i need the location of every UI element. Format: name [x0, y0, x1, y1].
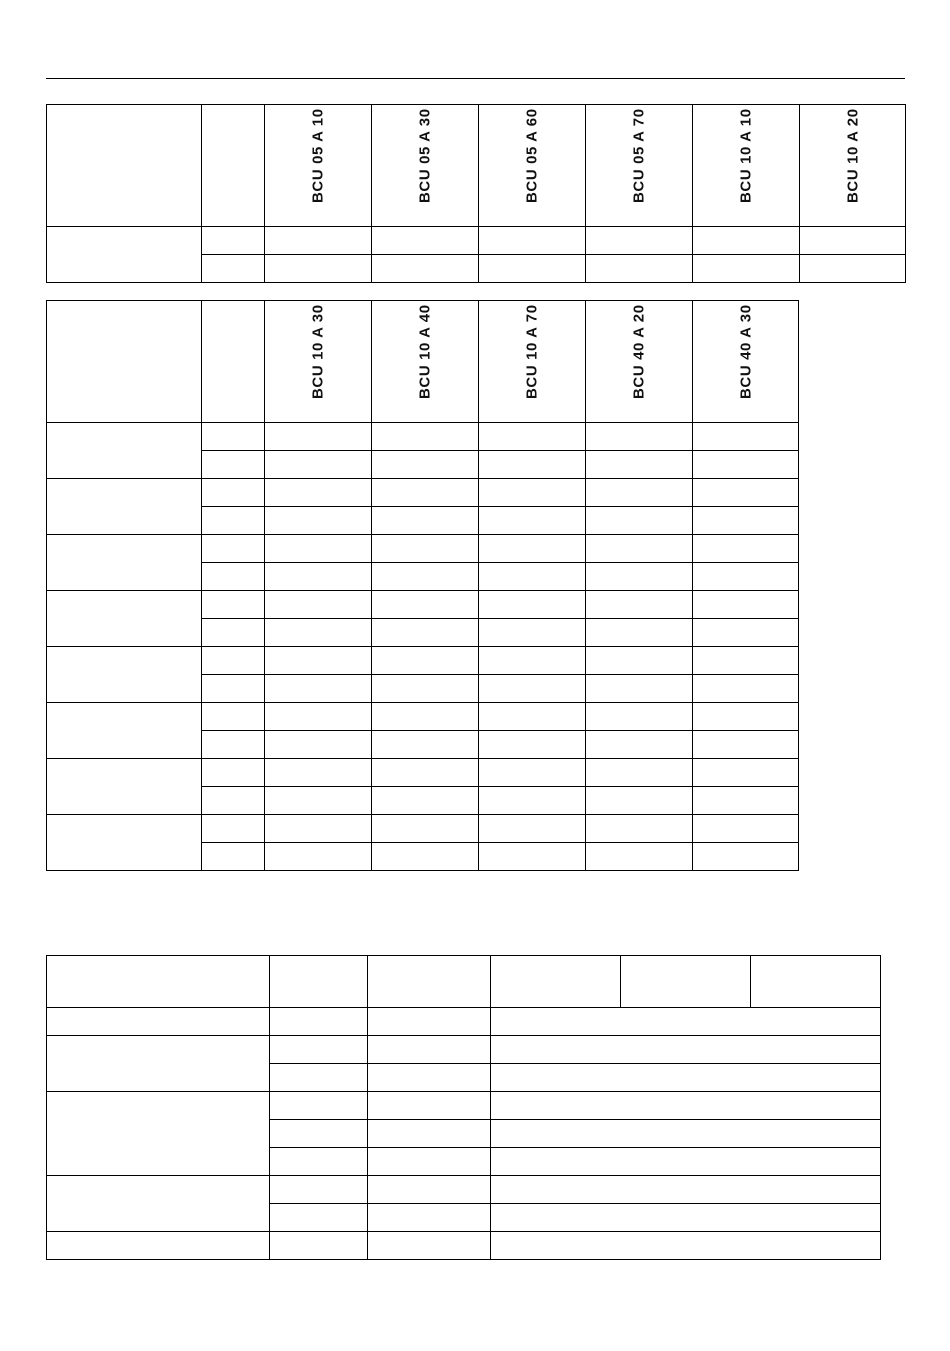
table-cell: [265, 563, 372, 591]
table-cell: [372, 703, 479, 731]
table-cell: [265, 647, 372, 675]
table-cell: [800, 255, 906, 283]
table-row: [47, 1092, 881, 1120]
table-cell: [202, 647, 265, 675]
table-cell: [372, 647, 479, 675]
table-cell: [693, 843, 799, 871]
table-cell: [491, 1064, 881, 1092]
column-header-label: BCU 40 A 20: [630, 304, 648, 399]
table-cell: [693, 255, 800, 283]
table-cell: [372, 619, 479, 647]
table-cell: [693, 479, 799, 507]
table-row: [47, 1232, 881, 1260]
table-row: [47, 1176, 881, 1204]
table-cell: [479, 451, 586, 479]
table-cell: [479, 479, 586, 507]
row-group-label-cell: [47, 1092, 270, 1176]
table-cell: [479, 759, 586, 787]
table-cell: [693, 535, 799, 563]
column-header: [800, 105, 906, 227]
row-group-label-cell: [47, 1176, 270, 1232]
column-header: [265, 105, 372, 227]
column-header: [586, 105, 693, 227]
table-cell: [202, 227, 265, 255]
table-row: [47, 647, 799, 675]
table-cell: [270, 1064, 368, 1092]
table-cell: [270, 1036, 368, 1064]
table-cell: [479, 843, 586, 871]
row-group-label-cell: [47, 227, 202, 283]
column-header: [479, 105, 586, 227]
table-cell: [479, 591, 586, 619]
row-group-label-cell: [47, 703, 202, 759]
table-cell: [693, 423, 799, 451]
header-rule: [46, 78, 905, 79]
table-cell: [372, 815, 479, 843]
blank-header-cell: [47, 301, 202, 423]
table-cell: [372, 843, 479, 871]
table-header-cell: [491, 956, 621, 1008]
table-header-cell: [751, 956, 881, 1008]
blank-header-cell: [47, 105, 202, 227]
blank-header-cell: [202, 105, 265, 227]
table-cell: [265, 619, 372, 647]
table-header-cell: [621, 956, 751, 1008]
table-cell: [372, 255, 479, 283]
table-cell: [265, 787, 372, 815]
table-cell: [479, 255, 586, 283]
table-row: [47, 227, 906, 255]
table-cell: [479, 535, 586, 563]
table-cell: [372, 227, 479, 255]
table-cell: [202, 255, 265, 283]
table-cell: [693, 563, 799, 591]
table-header-row: [47, 956, 881, 1008]
column-header: [265, 301, 372, 423]
table-cell: [372, 535, 479, 563]
table-cell: [270, 1148, 368, 1176]
table-cell: [693, 787, 799, 815]
table-cell: [491, 1120, 881, 1148]
column-header: [372, 105, 479, 227]
table-row: [47, 759, 799, 787]
table-cell: [372, 787, 479, 815]
table-cell: [202, 703, 265, 731]
table-cell: [265, 255, 372, 283]
table-cell: [265, 759, 372, 787]
table-body: [47, 423, 799, 871]
table-cell: [368, 1232, 491, 1260]
table-cell: [372, 759, 479, 787]
table-cell: [372, 507, 479, 535]
table-cell: [270, 1092, 368, 1120]
table-cell: [693, 703, 799, 731]
table-cell: [270, 1008, 368, 1036]
table-cell: [586, 479, 693, 507]
table-cell: [202, 535, 265, 563]
table-cell: [693, 815, 799, 843]
table-header-row: [47, 105, 906, 227]
table-cell: [479, 619, 586, 647]
column-header: [693, 301, 799, 423]
table-cell: [368, 1148, 491, 1176]
table-cell: [368, 1176, 491, 1204]
table-cell: [693, 451, 799, 479]
table-cell: [270, 1204, 368, 1232]
table-cell: [479, 423, 586, 451]
column-header: [586, 301, 693, 423]
table-cell: [265, 451, 372, 479]
column-header-label: BCU 40 A 30: [737, 304, 754, 399]
model-table-2: [46, 300, 799, 871]
table-cell: [372, 731, 479, 759]
table-cell: [491, 1204, 881, 1232]
table-row: [47, 703, 799, 731]
table-cell: [368, 1092, 491, 1120]
table-cell: [265, 843, 372, 871]
table-cell: [479, 675, 586, 703]
table-row: [47, 591, 799, 619]
column-header-label: BCU 10 A 10: [737, 108, 755, 203]
table-cell: [491, 1092, 881, 1120]
table-cell: [47, 1232, 270, 1260]
table-cell: [372, 591, 479, 619]
row-group-label-cell: [47, 647, 202, 703]
table-cell: [693, 759, 799, 787]
table-cell: [491, 1176, 881, 1204]
column-header: [479, 301, 586, 423]
table-cell: [586, 759, 693, 787]
table-cell: [693, 591, 799, 619]
column-header-label: BCU 05 A 10: [309, 108, 327, 203]
table-cell: [586, 423, 693, 451]
table-cell: [270, 1232, 368, 1260]
table-cell: [202, 759, 265, 787]
column-header-label: BCU 10 A 70: [523, 304, 541, 399]
table-cell: [586, 787, 693, 815]
table-cell: [202, 843, 265, 871]
table-row: [47, 423, 799, 451]
row-group-label-cell: [47, 535, 202, 591]
table-cell: [491, 1232, 881, 1260]
table-cell: [586, 675, 693, 703]
table-cell: [265, 815, 372, 843]
table-cell: [693, 675, 799, 703]
row-group-label-cell: [47, 479, 202, 535]
table-cell: [479, 815, 586, 843]
table-cell: [586, 647, 693, 675]
row-group-label-cell: [47, 815, 202, 871]
table-cell: [800, 227, 906, 255]
table-cell: [202, 787, 265, 815]
table-cell: [586, 619, 693, 647]
table-row: [47, 1036, 881, 1064]
table-cell: [270, 1120, 368, 1148]
table-cell: [372, 675, 479, 703]
table-row: [47, 479, 799, 507]
column-header-label: BCU 05 A 60: [523, 108, 541, 203]
table-cell: [586, 255, 693, 283]
table-cell: [368, 1036, 491, 1064]
table-cell: [491, 1008, 881, 1036]
table-cell: [270, 1176, 368, 1204]
column-header-label: BCU 10 A 20: [844, 108, 861, 203]
table-cell: [47, 1008, 270, 1036]
table-cell: [202, 563, 265, 591]
table-cell: [368, 1008, 491, 1036]
table-cell: [693, 731, 799, 759]
column-header-label: BCU 10 A 40: [416, 304, 434, 399]
table-row: [47, 815, 799, 843]
row-group-label-cell: [47, 759, 202, 815]
table-cell: [368, 1064, 491, 1092]
table-header-cell: [368, 956, 491, 1008]
table-cell: [586, 451, 693, 479]
table-cell: [265, 423, 372, 451]
table-cell: [265, 703, 372, 731]
table-cell: [372, 563, 479, 591]
table-row: [47, 1008, 881, 1036]
table-cell: [491, 1036, 881, 1064]
table-cell: [372, 451, 479, 479]
table-cell: [265, 535, 372, 563]
table-cell: [202, 619, 265, 647]
table-cell: [265, 731, 372, 759]
row-group-label-cell: [47, 591, 202, 647]
table-cell: [202, 591, 265, 619]
table-cell: [202, 731, 265, 759]
table-cell: [479, 703, 586, 731]
table-cell: [693, 619, 799, 647]
table-cell: [586, 227, 693, 255]
table-cell: [372, 423, 479, 451]
table-cell: [265, 591, 372, 619]
table-cell: [586, 563, 693, 591]
table-cell: [586, 535, 693, 563]
table-row: [47, 535, 799, 563]
column-header-label: BCU 05 A 70: [630, 108, 648, 203]
spec-table: [46, 955, 881, 1260]
table-cell: [586, 507, 693, 535]
table-cell: [693, 647, 799, 675]
table-cell: [202, 451, 265, 479]
table-cell: [479, 647, 586, 675]
table-cell: [202, 507, 265, 535]
table-cell: [693, 227, 800, 255]
table-cell: [586, 591, 693, 619]
table-cell: [693, 507, 799, 535]
column-header-label: BCU 05 A 30: [416, 108, 434, 203]
table-cell: [479, 227, 586, 255]
table-cell: [368, 1120, 491, 1148]
table-cell: [479, 507, 586, 535]
table-cell: [202, 479, 265, 507]
column-header: [693, 105, 800, 227]
row-group-label-cell: [47, 423, 202, 479]
column-header: [372, 301, 479, 423]
table-cell: [479, 563, 586, 591]
table-header-row: [47, 301, 799, 423]
table-cell: [202, 815, 265, 843]
table-header-cell: [270, 956, 368, 1008]
table-cell: [265, 479, 372, 507]
table-cell: [586, 703, 693, 731]
column-header-label: BCU 10 A 30: [309, 304, 327, 399]
table-cell: [372, 479, 479, 507]
model-table-1: [46, 104, 906, 283]
table-cell: [202, 423, 265, 451]
table-cell: [479, 731, 586, 759]
table-cell: [265, 507, 372, 535]
table-cell: [586, 843, 693, 871]
table-cell: [265, 227, 372, 255]
table-header-cell: [47, 956, 270, 1008]
blank-header-cell: [202, 301, 265, 423]
table-cell: [586, 731, 693, 759]
table-cell: [265, 675, 372, 703]
table-cell: [586, 815, 693, 843]
table-cell: [479, 787, 586, 815]
table-cell: [202, 675, 265, 703]
table-cell: [491, 1148, 881, 1176]
table-cell: [368, 1204, 491, 1232]
row-group-label-cell: [47, 1036, 270, 1092]
